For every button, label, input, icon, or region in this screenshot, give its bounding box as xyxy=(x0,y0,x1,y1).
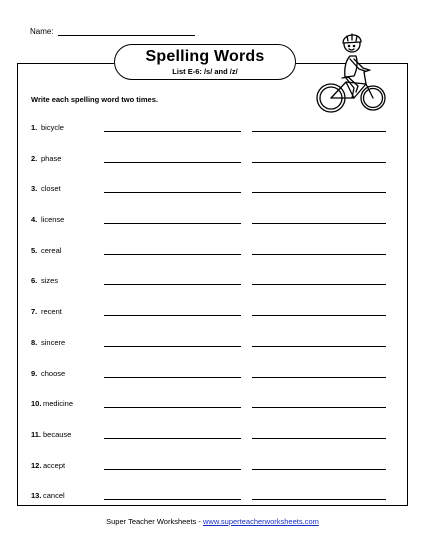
write-line-second[interactable] xyxy=(252,438,386,439)
write-line-second[interactable] xyxy=(252,223,386,224)
frame-top-left-border xyxy=(17,63,114,64)
word-number: 1. xyxy=(31,123,38,132)
write-line-second[interactable] xyxy=(252,377,386,378)
write-line-first[interactable] xyxy=(104,131,241,132)
word-number: 12. xyxy=(31,460,42,470)
write-line-second[interactable] xyxy=(252,162,386,163)
spelling-word: accept xyxy=(43,460,66,470)
word-number: 6. xyxy=(31,276,38,286)
write-line-second[interactable] xyxy=(252,315,386,316)
write-line-first[interactable] xyxy=(104,499,241,500)
write-line-first[interactable] xyxy=(104,192,241,193)
word-row xyxy=(31,362,391,393)
word-row xyxy=(31,116,391,147)
word-number: 11. xyxy=(31,429,42,439)
word-row xyxy=(31,392,391,423)
write-line-first[interactable] xyxy=(104,254,241,255)
spelling-word: phase xyxy=(41,153,62,163)
write-line-first[interactable] xyxy=(104,407,241,408)
write-line-first[interactable] xyxy=(104,284,241,285)
word-number: 2. xyxy=(31,153,38,163)
instructions-text: Write each spelling word two times. xyxy=(31,95,158,104)
spelling-word: cereal xyxy=(41,245,62,255)
footer-link[interactable]: www.superteacherworksheets.com xyxy=(202,517,319,526)
word-number: 10. xyxy=(31,399,42,409)
word-number: 13. xyxy=(31,491,42,501)
word-row xyxy=(31,484,391,515)
name-label: Name: xyxy=(30,27,54,36)
spelling-word: license xyxy=(41,215,65,225)
footer-brand: Super Teacher Worksheets xyxy=(106,517,197,526)
spelling-word: bicycle xyxy=(41,123,64,132)
title-banner xyxy=(114,44,296,80)
word-row xyxy=(31,239,391,270)
name-input-line[interactable] xyxy=(58,27,195,36)
write-line-first[interactable] xyxy=(104,438,241,439)
name-field xyxy=(30,27,195,36)
spelling-word: closet xyxy=(41,184,61,194)
word-number: 8. xyxy=(31,337,38,347)
spelling-word-list xyxy=(31,116,391,515)
spelling-word: cancel xyxy=(43,491,65,501)
word-number: 3. xyxy=(31,184,38,194)
spelling-word: medicine xyxy=(43,399,74,409)
word-number: 7. xyxy=(31,307,38,317)
word-row xyxy=(31,423,391,454)
write-line-first[interactable] xyxy=(104,377,241,378)
write-line-second[interactable] xyxy=(252,131,386,132)
write-line-first[interactable] xyxy=(104,346,241,347)
write-line-second[interactable] xyxy=(252,346,386,347)
write-line-first[interactable] xyxy=(104,223,241,224)
spelling-word: sincere xyxy=(41,337,66,347)
spelling-word: recent xyxy=(41,307,62,317)
page-title: Spelling Words xyxy=(145,48,265,65)
write-line-first[interactable] xyxy=(104,315,241,316)
word-number: 4. xyxy=(31,215,38,225)
word-row xyxy=(31,269,391,300)
write-line-first[interactable] xyxy=(104,162,241,163)
write-line-second[interactable] xyxy=(252,407,386,408)
word-row xyxy=(31,208,391,239)
page-subtitle: List E-6: /s/ and /z/ xyxy=(172,67,238,76)
footer xyxy=(0,517,425,526)
word-row xyxy=(31,331,391,362)
word-number: 5. xyxy=(31,245,38,255)
child-riding-bicycle-illustration xyxy=(316,28,386,120)
spelling-word: sizes xyxy=(41,276,59,286)
word-number: 9. xyxy=(31,368,38,378)
word-row xyxy=(31,454,391,485)
write-line-second[interactable] xyxy=(252,192,386,193)
word-row xyxy=(31,147,391,178)
write-line-first[interactable] xyxy=(104,469,241,470)
write-line-second[interactable] xyxy=(252,499,386,500)
word-row xyxy=(31,177,391,208)
footer-separator: - xyxy=(196,517,203,526)
spelling-word: because xyxy=(43,429,72,439)
write-line-second[interactable] xyxy=(252,469,386,470)
write-line-second[interactable] xyxy=(252,284,386,285)
spelling-word: choose xyxy=(41,368,66,378)
write-line-second[interactable] xyxy=(252,254,386,255)
word-row xyxy=(31,300,391,331)
